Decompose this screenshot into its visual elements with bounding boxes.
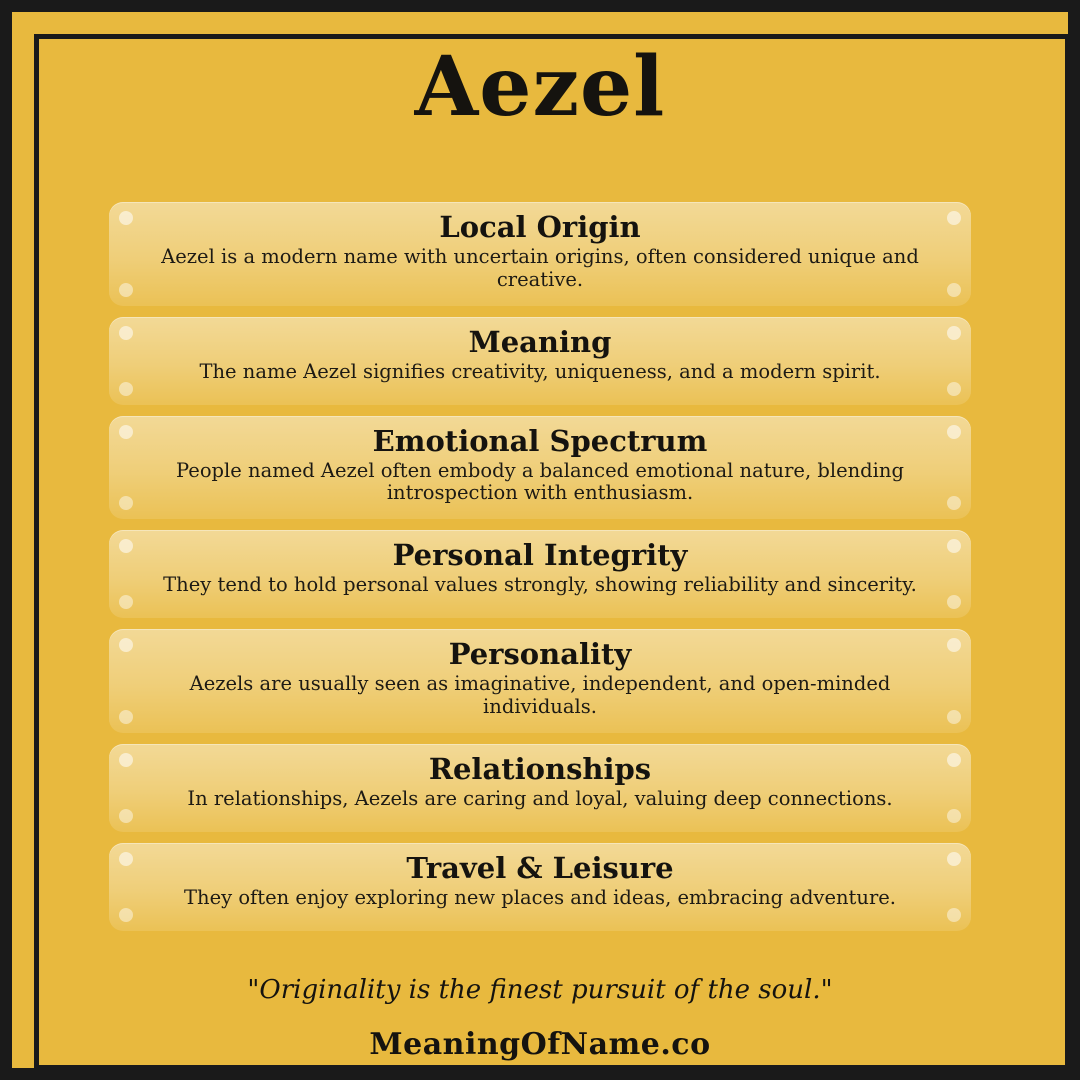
card-corner-dot-icon	[947, 809, 961, 823]
card-title: Meaning	[468, 324, 612, 359]
card-corner-dot-icon	[119, 908, 133, 922]
card-corner-dot-icon	[947, 283, 961, 297]
quote-text: "Originality is the finest pursuit of the soul."	[247, 974, 833, 1005]
info-card-meaning	[109, 317, 971, 405]
card-text: They tend to hold personal values strongly, showing reliability and sincerity.	[163, 573, 917, 597]
info-card-emotional-spectrum	[109, 416, 971, 520]
info-card-relationships	[109, 744, 971, 832]
info-card-personal-integrity	[109, 530, 971, 618]
page-title: Aezel	[414, 39, 666, 135]
card-corner-dot-icon	[119, 283, 133, 297]
card-title: Emotional Spectrum	[372, 423, 708, 458]
card-corner-dot-icon	[947, 496, 961, 510]
info-card-list	[109, 202, 971, 931]
info-card-personality	[109, 629, 971, 733]
card-text: Aezels are usually seen as imaginative, independent, and open-minded individuals.	[189, 672, 891, 718]
card-corner-dot-icon	[947, 908, 961, 922]
card-title: Relationships	[428, 751, 652, 786]
card-text: Aezel is a modern name with uncertain origins, often considered unique and creative.	[161, 244, 919, 291]
card-corner-dot-icon	[119, 809, 133, 823]
info-card-travel-leisure	[109, 843, 971, 931]
card-title: Travel & Leisure	[406, 850, 674, 885]
info-card-local-origin	[109, 202, 971, 306]
card-title: Local Origin	[439, 210, 641, 245]
card-text: They often enjoy exploring new places and ideas, embracing adventure.	[184, 885, 896, 909]
card-title: Personal Integrity	[392, 538, 688, 573]
card-corner-dot-icon	[119, 710, 133, 724]
card-text: People named Aezel often embody a balanced emotional nature, blending introspection with enthusiasm.	[176, 458, 904, 505]
brand-label: MeaningOfName.co	[369, 1026, 711, 1062]
card-corner-dot-icon	[947, 710, 961, 724]
card-corner-dot-icon	[119, 382, 133, 396]
card-corner-dot-icon	[119, 595, 133, 609]
card-corner-dot-icon	[947, 595, 961, 609]
card-text: The name Aezel signifies creativity, uniqueness, and a modern spirit.	[199, 359, 881, 383]
card-corner-dot-icon	[947, 382, 961, 396]
card-text: In relationships, Aezels are caring and loyal, valuing deep connections.	[187, 786, 893, 810]
card-corner-dot-icon	[119, 496, 133, 510]
card-title: Personality	[448, 637, 632, 672]
